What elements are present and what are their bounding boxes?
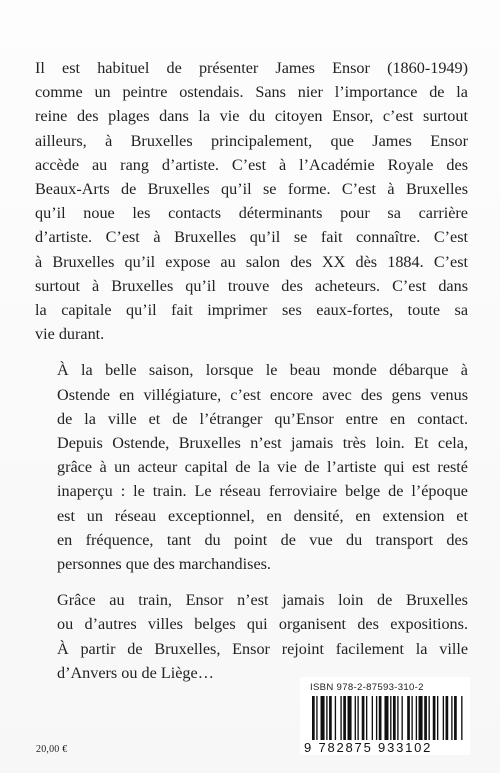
text-line: d’Anvers ou de Liège… [57, 663, 214, 682]
barcode-bar [340, 696, 341, 740]
barcode-bar [437, 696, 438, 740]
text-line: reine des plages dans la vie du citoyen Ensor, c’est surtout [35, 107, 468, 126]
text-line: comme un peintre ostendais. Sans nier l’importance de la [35, 83, 468, 102]
text-line: de la ville et de l’étranger qu’Ensor entre en contact. [57, 409, 468, 428]
text-line: vie durant. [35, 325, 105, 344]
barcode-bar [348, 696, 352, 740]
barcode-bar [362, 696, 365, 740]
barcode-bar [355, 696, 356, 740]
paragraph-2 [35, 358, 468, 576]
text-line: en fréquence, tant du point de vue du transport des [57, 530, 468, 549]
text-line: grâce à un acteur capital de la vie de l’artiste qui est resté [57, 458, 468, 477]
barcode-bar [451, 696, 452, 740]
barcode-bar [402, 696, 403, 740]
paragraph-1 [35, 56, 468, 346]
text-line: Ostende en villégiature, c’est encore avec des gens venus [57, 385, 468, 404]
barcode-bar [316, 696, 317, 740]
barcode-bar [419, 696, 423, 740]
barcode-bar [454, 696, 457, 740]
text-line: d’artiste. C’est à Bruxelles qu’il se fait connaître. C’est [35, 228, 468, 247]
text-line: À la belle saison, lorsque le beau monde débarque à [57, 361, 468, 380]
barcode-bar [366, 696, 367, 740]
barcode-bar [329, 696, 332, 740]
barcode-bar [393, 696, 396, 740]
text-line: ou d’autres villes belges qui organisent des expositions. [57, 615, 468, 634]
barcode-bar [397, 696, 398, 740]
text-line: inaperçu : le train. Le réseau ferroviaire belge de l’époque [57, 482, 468, 501]
text-line: est un réseau exceptionnel, en densité, en extension et [57, 506, 468, 525]
paragraph-3 [35, 588, 468, 685]
barcode-bar [461, 696, 462, 740]
barcode-bar [384, 696, 388, 740]
barcode-bar [446, 696, 449, 740]
barcode-bar [390, 696, 391, 740]
text-line: personnes que des marchandises. [57, 555, 271, 574]
barcode-bar [379, 696, 382, 740]
text-line: Grâce au train, Ensor n’est jamais loin de Bruxelles [57, 591, 468, 610]
barcode-bar [407, 696, 410, 740]
barcode-bar [372, 696, 373, 740]
barcode-bar [376, 696, 377, 740]
barcode-bar [443, 696, 444, 740]
isbn-label: ISBN 978-2-87593-310-2 [310, 682, 424, 693]
text-line: accède au rang d’artiste. C’est à l’Académie Royale des [35, 155, 468, 174]
text-line: ailleurs, à Bruxelles principalement, que James Ensor [35, 131, 468, 150]
price-label: 20,00 € [36, 744, 68, 755]
text-line: qu’il noue les contacts déterminants pour sa carrière [35, 204, 468, 223]
back-cover-text [35, 56, 468, 697]
barcode-bar [424, 696, 427, 740]
text-line: Beaux-Arts de Bruxelles qu’il se forme. C’est à Bruxelles [35, 180, 468, 199]
barcode-icon [312, 696, 464, 740]
barcode-bar [321, 696, 325, 740]
barcode-bar [411, 696, 412, 740]
text-line: à Bruxelles qu’il expose au salon des XX dès 1884. C’est [35, 252, 468, 271]
barcode-bar [326, 696, 327, 740]
text-line: Depuis Ostende, Bruxelles n’est jamais très loin. Et cela, [57, 434, 468, 453]
text-line: Il est habituel de présenter James Ensor (1860-1949) [35, 59, 468, 77]
text-line: À partir de Bruxelles, Ensor rejoint facilement la ville [57, 639, 468, 658]
barcode-bar [416, 696, 417, 740]
barcode-bar [312, 696, 315, 740]
barcode-bar [357, 696, 358, 740]
barcode-digits: 9 782875 933102 [304, 740, 433, 755]
barcode-bar [335, 696, 336, 740]
barcode-bar [343, 696, 346, 740]
text-line: surtout à Bruxelles qu’il trouve des acheteurs. C’est dans [35, 276, 468, 295]
text-line: la capitale qu’il fait imprimer ses eaux-fortes, toute sa [35, 301, 468, 320]
barcode-bar [428, 696, 429, 740]
barcode-bar [433, 696, 436, 740]
